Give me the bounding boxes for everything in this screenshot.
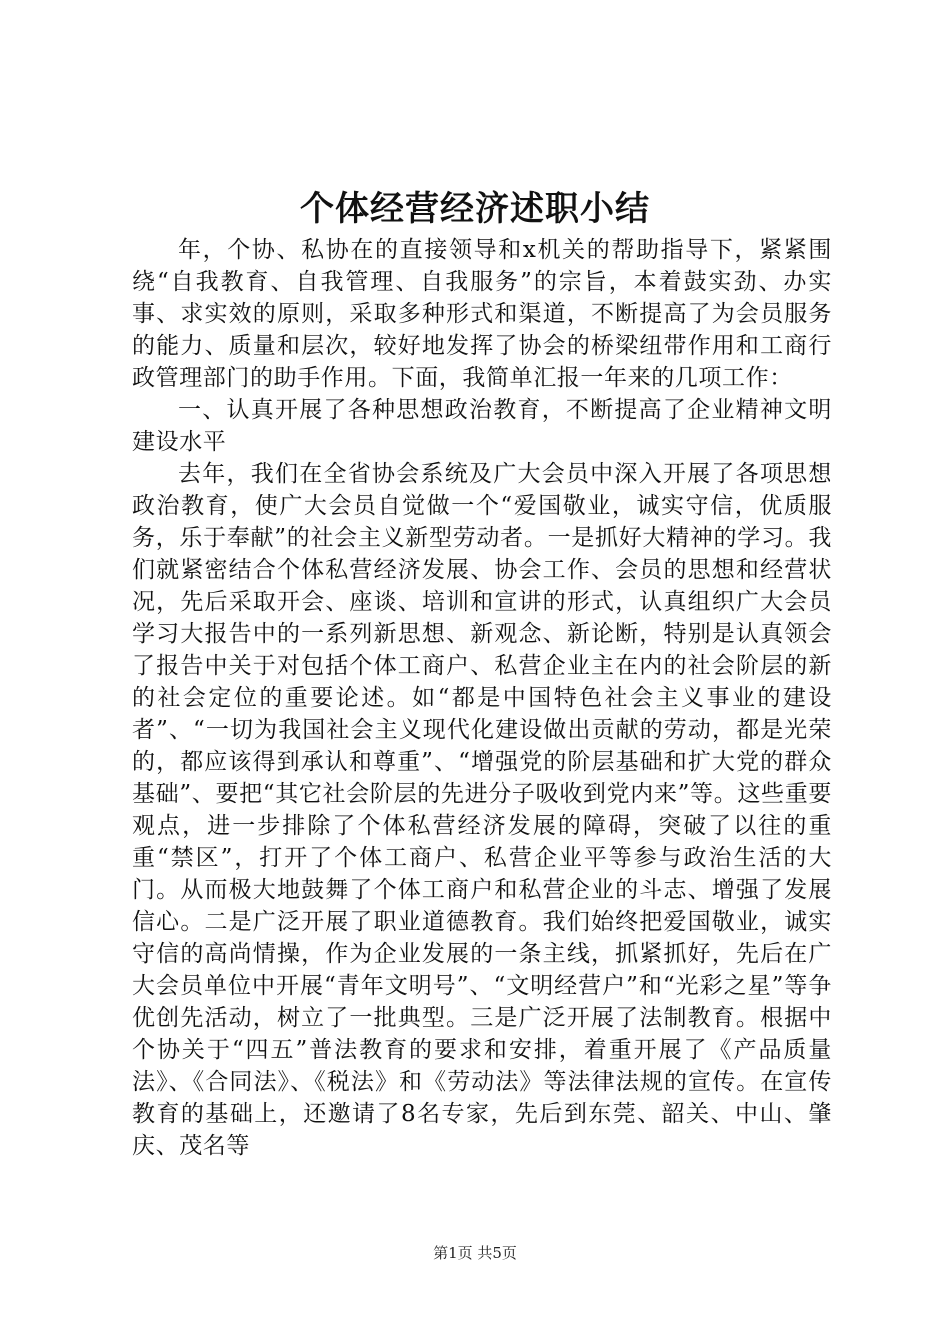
page-number-footer: 第1页 共5页 [433, 1244, 517, 1262]
intro-paragraph: 年，个协、私协在的直接领导和x机关的帮助指导下，紧紧围绕“自我教育、自我管理、自我服务”的宗旨，本着鼓实劲、办实事、求实效的原则，采取多种形式和渠道，不断提高了为会员服务的能力、质量和层次，较好地发挥了协会的桥梁纽带作用和工商行政管理部门的助手作用。下面，我简单汇报一年来的几项工作： [132, 237, 832, 391]
section-heading-1: 一、认真开展了各种思想政治教育，不断提高了企业精神文明建设水平 [132, 397, 832, 455]
document-title: 个体经营经济述职小结 [300, 189, 650, 229]
document-body [132, 234, 832, 1162]
body-paragraph: 去年，我们在全省协会系统及广大会员中深入开展了各项思想政治教育，使广大会员自觉做一个“爱国敬业，诚实守信，优质服务，乐于奉献”的社会主义新型劳动者。一是抓好大精神的学习。我们就紧密结合个体私营经济发展、协会工作、会员的思想和经营状况，先后采取开会、座谈、培训和宣讲的形式，认真组织广大会员学习大报告中的一系列新思想、新观念、新论断，特别是认真领会了报告中关于对包括个体工商户、私营企业主在内的社会阶层的新的社会定位的重要论述。如“都是中国特色社会主义事业的建设者”、“一切为我国社会主义现代化建设做出贡献的劳动，都是光荣的，都应该得到承认和尊重”、“增强党的阶层基础和扩大党的群众基础”、要把“其它社会阶层的先进分子吸收到党内来”等。这些重要观点，进一步排除了个体私营经济发展的障碍，突破了以往的重重“禁区”，打开了个体工商户、私营企业平等参与政治生活的大门。从而极大地鼓舞了个体工商户和私营企业的斗志、增强了发展信心。二是广泛开展了职业道德教育。我们始终把爱国敬业，诚实守信的高尚情操，作为企业发展的一条主线，抓紧抓好，先后在广大会员单位中开展“青年文明号”、“文明经营户”和“光彩之星”等争优创先活动，树立了一批典型。三是广泛开展了法制教育。根据中个协关于“四五”普法教育的要求和安排，着重开展了《产品质量法》、《合同法》、《税法》和《劳动法》等法律法规的宣传。在宣传教育的基础上，还邀请了8名专家，先后到东莞、韶关、中山、肇庆、茂名等 [132, 461, 832, 1159]
